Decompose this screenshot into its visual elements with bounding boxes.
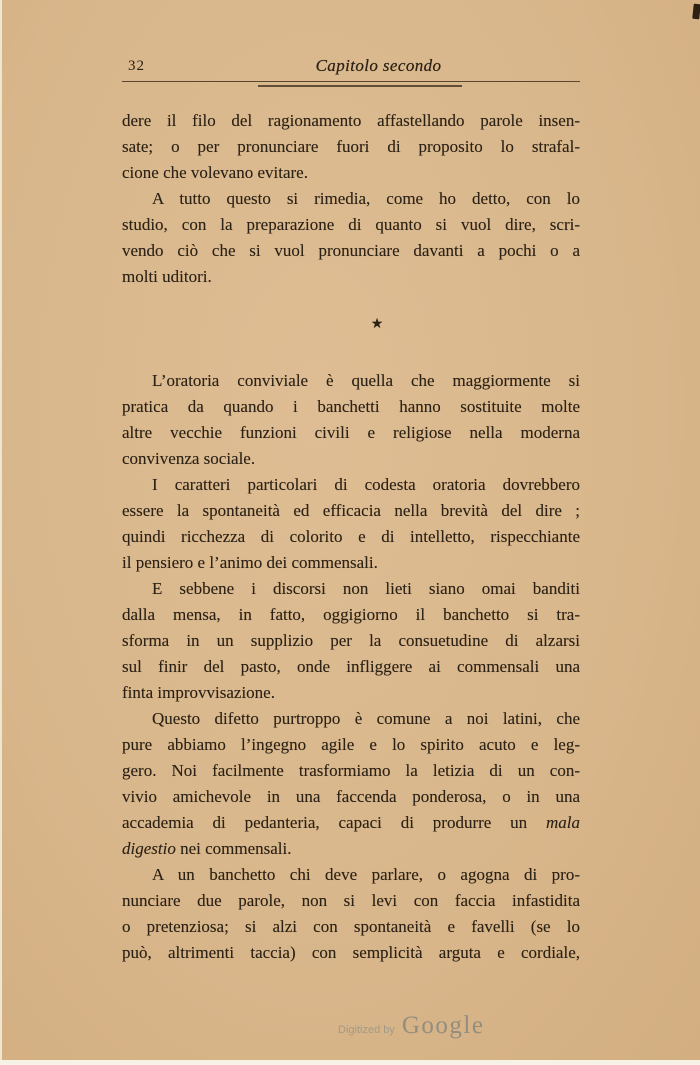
text-line: essere la spontaneità ed efficacia nella brevità del dire ; xyxy=(122,501,580,520)
paragraph xyxy=(122,576,580,706)
text-line: altre vecchie funzioni civili e religiose nella moderna xyxy=(122,423,580,442)
text-section-2 xyxy=(122,368,580,966)
paragraph xyxy=(122,706,580,862)
header-rule-short xyxy=(258,85,462,87)
text-line: il pensiero e l’animo dei commensali. xyxy=(122,553,378,572)
text-line: finta improvvisazione. xyxy=(122,683,275,702)
paragraph xyxy=(122,186,580,290)
text-line: o pretenziosa; si alzi con spontaneità e favelli (se lo xyxy=(122,917,580,936)
page-header xyxy=(122,56,580,80)
text-line: studio, con la preparazione di quanto si vuol dire, scri- xyxy=(122,215,580,234)
text-line: pratica da quando i banchetti hanno sostituite molte xyxy=(122,397,580,416)
text-line: quindi ricchezza di colorito e di intelletto, rispecchiante xyxy=(122,527,580,546)
text-line: dere il filo del ragionamento affastellando parole insen- xyxy=(122,111,580,130)
text-line: vivio amichevole in una faccenda ponderosa, o in una xyxy=(122,787,580,806)
section-divider-star: ★ xyxy=(370,317,384,332)
text-line: L’oratoria conviviale è quella che maggiormente si xyxy=(152,371,580,390)
page-number: 32 xyxy=(128,58,145,74)
text-section-1 xyxy=(122,108,580,290)
google-logo: Google xyxy=(401,1012,485,1039)
text-line: A un banchetto chi deve parlare, o agogna di pro- xyxy=(152,865,580,884)
text-line: A tutto questo si rimedia, come ho detto, con lo xyxy=(152,189,580,208)
text-line: sul finir del pasto, onde infliggere ai commensali una xyxy=(122,657,580,676)
text-line: E sebbene i discorsi non lieti siano omai banditi xyxy=(152,579,580,598)
chapter-header: Capitolo secondo xyxy=(315,56,442,75)
text-line: sate; o per pronunciare fuori di proposito lo strafal- xyxy=(122,137,580,156)
text-line: convivenza sociale. xyxy=(122,449,256,468)
scan-artifact xyxy=(692,4,700,20)
text-line: Questo difetto purtroppo è comune a noi latini, che xyxy=(152,709,580,728)
text-line: cione che volevano evitare. xyxy=(122,163,308,182)
text-line: nunciare due parole, non si levi con faccia infastidita xyxy=(122,891,580,910)
text-line: molti uditori. xyxy=(122,267,212,286)
text-line: vendo ciò che si vuol pronunciare davanti a pochi o a xyxy=(122,241,580,260)
text-line: gero. Noi facilmente trasformiamo la letizia di un con- xyxy=(122,761,580,780)
text-line: sforma in un supplizio per la consuetudine di alzarsi xyxy=(122,631,580,650)
paragraph xyxy=(122,108,580,186)
scan-edge-left xyxy=(0,0,2,1065)
text-line: può, altrimenti taccia) con semplicità arguta e cordiale, xyxy=(122,943,580,962)
text-line: accademia di pedanteria, capaci di produrre un mala xyxy=(122,813,580,832)
header-rule xyxy=(122,81,580,82)
digitized-footer xyxy=(338,1012,484,1040)
paragraph xyxy=(122,368,580,472)
digitized-by-label: Digitized by xyxy=(338,1024,395,1036)
text-line: pure abbiamo l’ingegno agile e lo spirito acuto e leg- xyxy=(122,735,580,754)
text-block xyxy=(122,108,580,966)
paragraph xyxy=(122,472,580,576)
text-line: digestio nei commensali. xyxy=(122,839,292,858)
paragraph xyxy=(122,862,580,966)
text-line: dalla mensa, in fatto, oggigiorno il banchetto si tra- xyxy=(122,605,580,624)
text-line: I caratteri particolari di codesta oratoria dovrebbero xyxy=(152,475,580,494)
